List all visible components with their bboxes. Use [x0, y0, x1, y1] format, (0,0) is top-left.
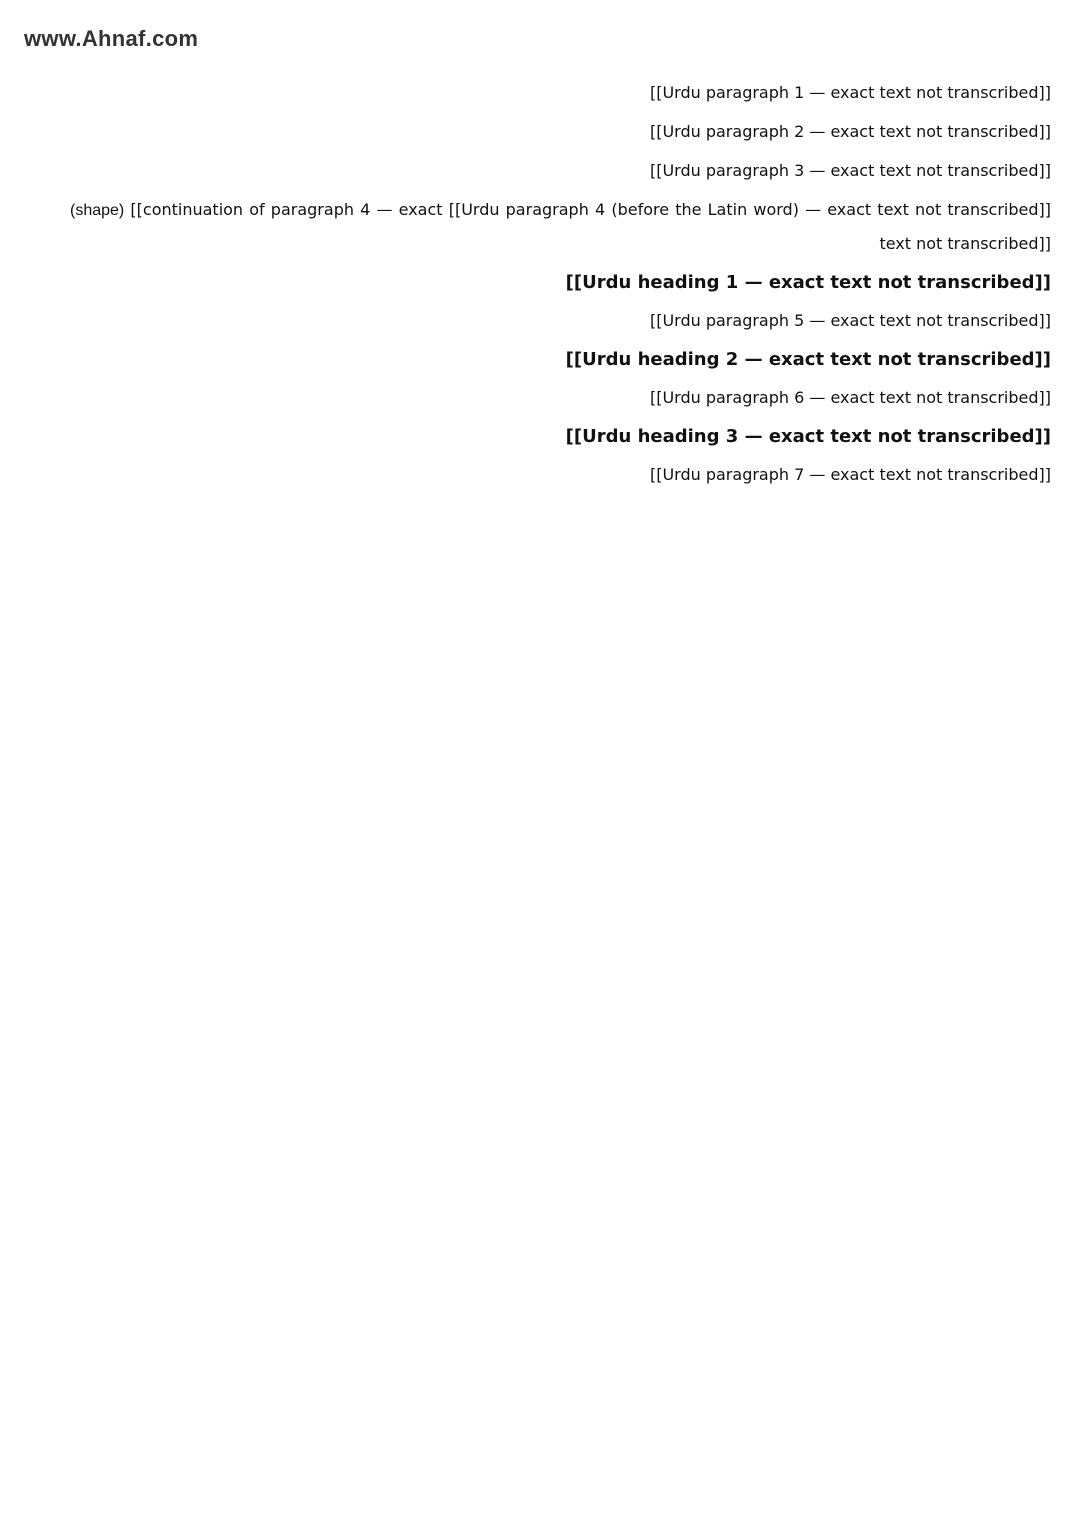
paragraph-4-continuation: [[continuation of paragraph 4 — exact text not transcribed]]: [130, 200, 1051, 253]
shape-word: (shape): [70, 202, 125, 219]
heading-1: [[Urdu heading 1 — exact text not transcribed]]: [565, 272, 1051, 293]
paragraph-7: [[Urdu paragraph 7 — exact text not transcribed]]: [649, 465, 1051, 484]
paragraph-2: [[Urdu paragraph 2 — exact text not transcribed]]: [649, 122, 1051, 141]
paragraph-4: [70, 193, 1051, 260]
paragraph-1: [[Urdu paragraph 1 — exact text not transcribed]]: [649, 83, 1051, 102]
paragraph-5: [[Urdu paragraph 5 — exact text not transcribed]]: [649, 311, 1051, 330]
paragraph-6: [[Urdu paragraph 6 — exact text not transcribed]]: [649, 388, 1051, 407]
site-watermark: www.Ahnaf.com: [24, 26, 199, 51]
paragraph-3: [[Urdu paragraph 3 — exact text not transcribed]]: [649, 161, 1051, 180]
heading-3: [[Urdu heading 3 — exact text not transcribed]]: [565, 426, 1051, 447]
paragraph-4-text: [[Urdu paragraph 4 (before the Latin word) — exact text not transcribed]]: [448, 200, 1051, 219]
heading-2: [[Urdu heading 2 — exact text not transcribed]]: [565, 349, 1051, 370]
document-page: [70, 76, 1051, 497]
